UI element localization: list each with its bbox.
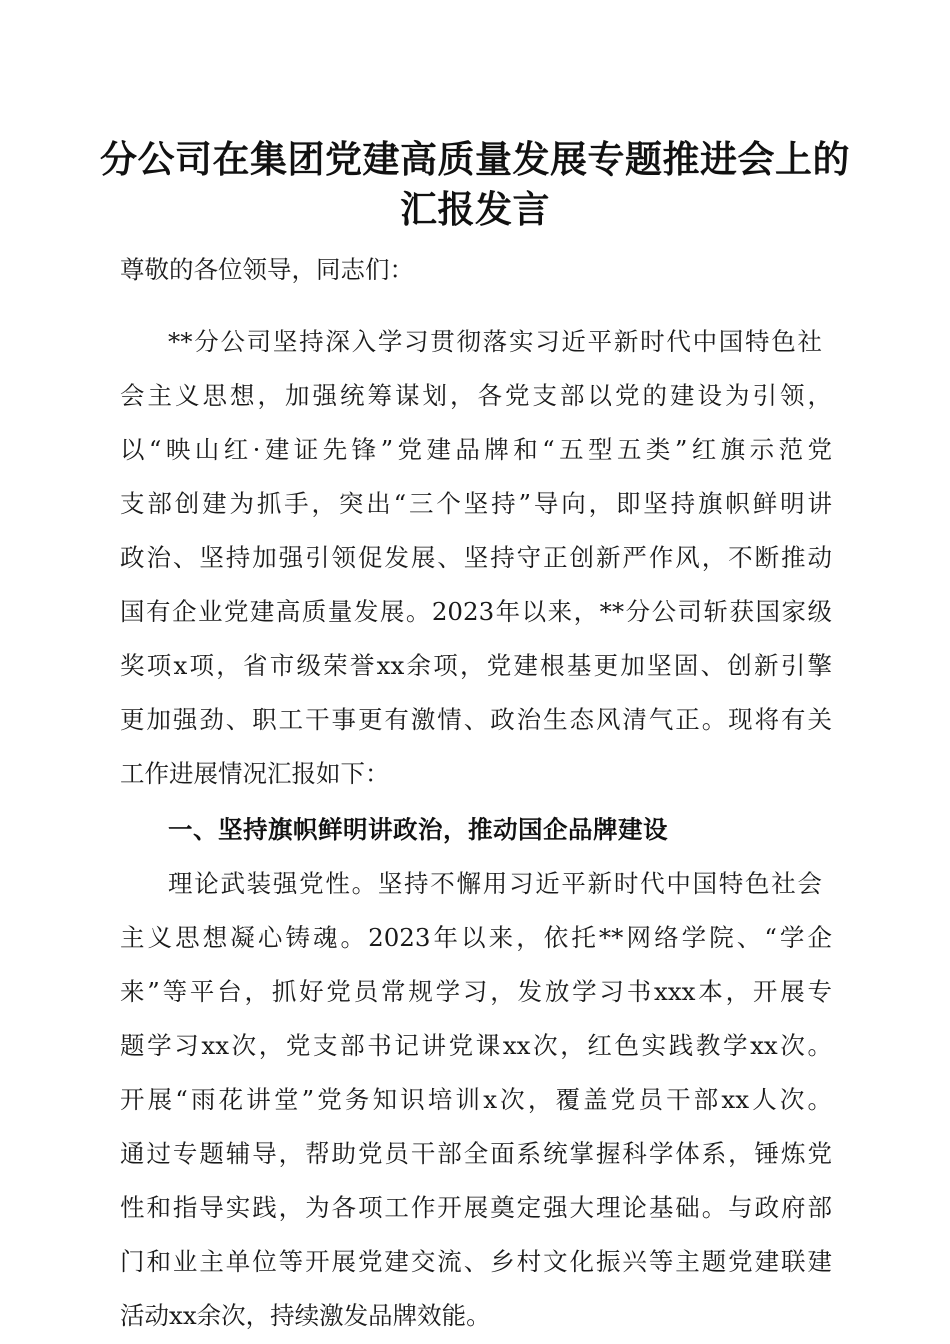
paragraph-1-line-9: 工作进展情况汇报如下：: [120, 759, 390, 788]
paragraph-2-line-2: 主义思想凝心铸魂。2023年以来，依托**网络学院、“学企: [120, 923, 832, 952]
paragraph-2-line-8: 门和业主单位等开展党建交流、乡村文化振兴等主题党建联建: [120, 1247, 832, 1276]
paragraph-1-line-1: **分公司坚持深入学习贯彻落实习近平新时代中国特色社: [168, 327, 822, 356]
paragraph-1-line-8: 更加强劲、职工干事更有激情、政治生态风清气正。现将有关: [120, 705, 832, 734]
paragraph-1-line-7: 奖项x项，省市级荣誉xx余项，党建根基更加坚固、创新引擎: [120, 651, 832, 680]
document-title-line-2: 汇报发言: [400, 187, 550, 231]
paragraph-2-line-7: 性和指导实践，为各项工作开展奠定强大理论基础。与政府部: [120, 1193, 832, 1222]
document-title-line-1: 分公司在集团党建高质量发展专题推进会上的: [100, 137, 850, 181]
greeting: 尊敬的各位领导，同志们：: [120, 255, 414, 284]
paragraph-2-line-1: 理论武装强党性。坚持不懈用习近平新时代中国特色社会: [168, 869, 822, 898]
paragraph-1-line-2: 会主义思想，加强统筹谋划，各党支部以党的建设为引领，: [120, 381, 832, 410]
paragraph-2-line-3: 来”等平台，抓好党员常规学习，发放学习书xxx本，开展专: [120, 977, 832, 1006]
section-1-heading: 一、坚持旗帜鲜明讲政治，推动国企品牌建设: [168, 815, 668, 844]
paragraph-2-line-5: 开展“雨花讲堂”党务知识培训x次，覆盖党员干部xx人次。: [120, 1085, 832, 1114]
paragraph-1-line-3: 以“映山红·建证先锋”党建品牌和“五型五类”红旗示范党: [120, 435, 832, 464]
paragraph-1-line-4: 支部创建为抓手，突出“三个坚持”导向，即坚持旗帜鲜明讲: [120, 489, 832, 518]
paragraph-2-line-6: 通过专题辅导，帮助党员干部全面系统掌握科学体系，锤炼党: [120, 1139, 832, 1168]
paragraph-1-line-6: 国有企业党建高质量发展。2023年以来，**分公司斩获国家级: [120, 597, 832, 626]
paragraph-2-line-4: 题学习xx次，党支部书记讲党课xx次，红色实践教学xx次。: [120, 1031, 832, 1060]
paragraph-2-line-9: 活动xx余次，持续激发品牌效能。: [120, 1301, 491, 1330]
paragraph-1-line-5: 政治、坚持加强引领促发展、坚持守正创新严作风，不断推动: [120, 543, 832, 572]
